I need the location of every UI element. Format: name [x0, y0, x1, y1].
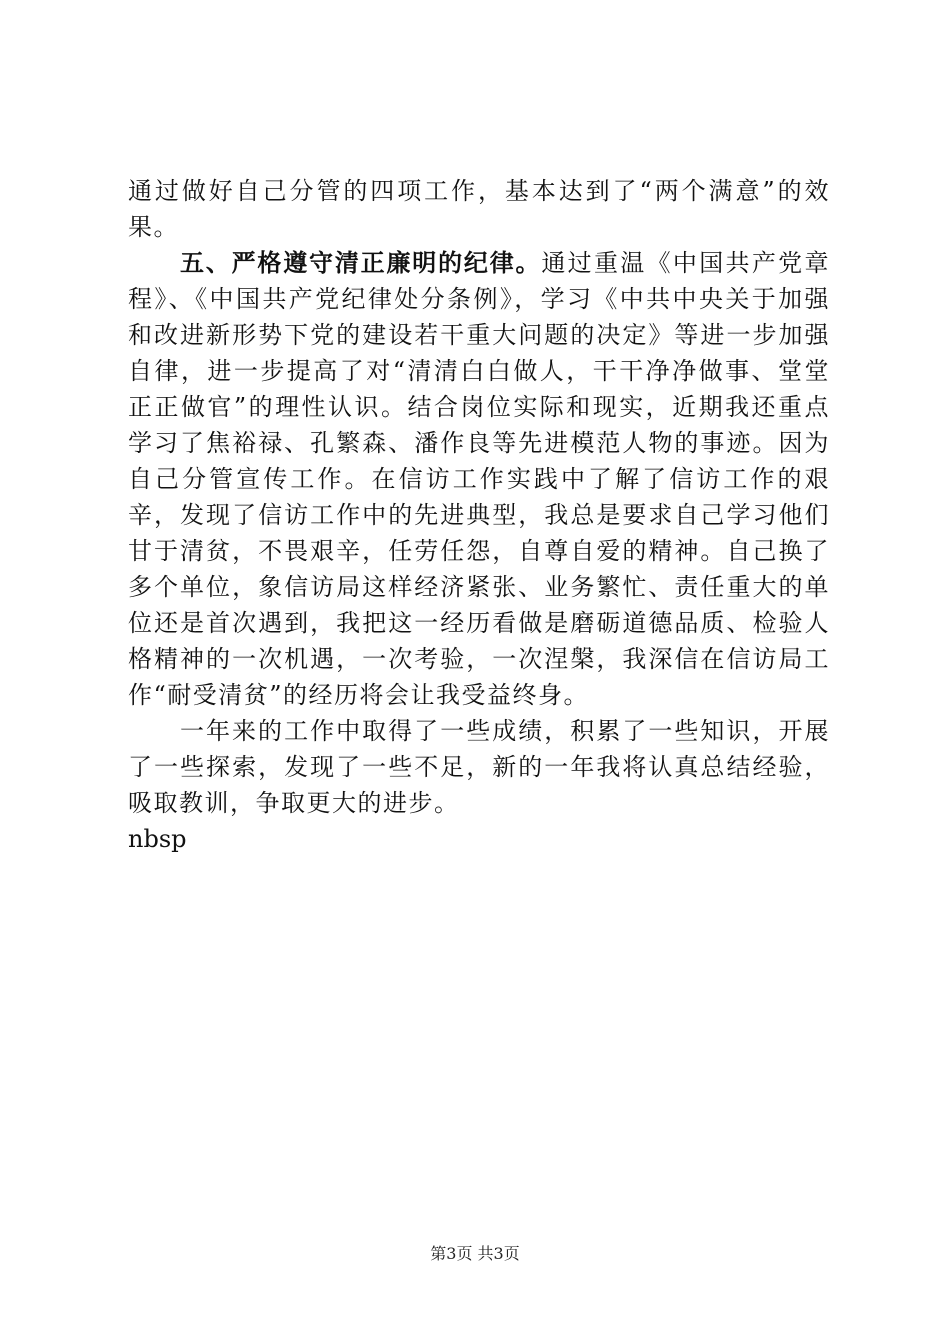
paragraph-2 [128, 245, 830, 713]
paragraph-3: 一年来的工作中取得了一些成绩，积累了一些知识，开展了一些探索，发现了一些不足，新的一年我将认真总结经验，吸取教训，争取更大的进步。 [128, 717, 830, 817]
page-number-label: 第3页 共3页 [430, 1244, 520, 1263]
paragraph-4: nbsp [128, 825, 187, 853]
document-body [128, 173, 830, 857]
paragraph-1: 通过做好自己分管的四项工作，基本达到了“两个满意”的效果。 [128, 177, 830, 241]
section-heading: 五、严格遵守清正廉明的纪律。 [180, 249, 542, 277]
page-footer [0, 1244, 950, 1264]
paragraph-2-body: 通过重温《中国共产党章程》、《中国共产党纪律处分条例》，学习《中共中央关于加强和改进新形势下党的建设若干重大问题的决定》等进一步加强自律，进一步提高了对“清清白白做人，干干净净做事、堂堂正正做官”的理性认识。结合岗位实际和现实，近期我还重点学习了焦裕禄、孔繁森、潘作良等先进模范人物的事迹。因为自己分管宣传工作。在信访工作实践中了解了信访工作的艰辛，发现了信访工作中的先进典型，我总是要求自己学习他们甘于清贫，不畏艰辛，任劳任怨，自尊自爱的精神。自己换了多个单位，象信访局这样经济紧张、业务繁忙、责任重大的单位还是首次遇到，我把这一经历看做是磨砺道德品质、检验人格精神的一次机遇，一次考验，一次涅槃，我深信在信访局工作“耐受清贫”的经历将会让我受益终身。 [128, 249, 830, 709]
